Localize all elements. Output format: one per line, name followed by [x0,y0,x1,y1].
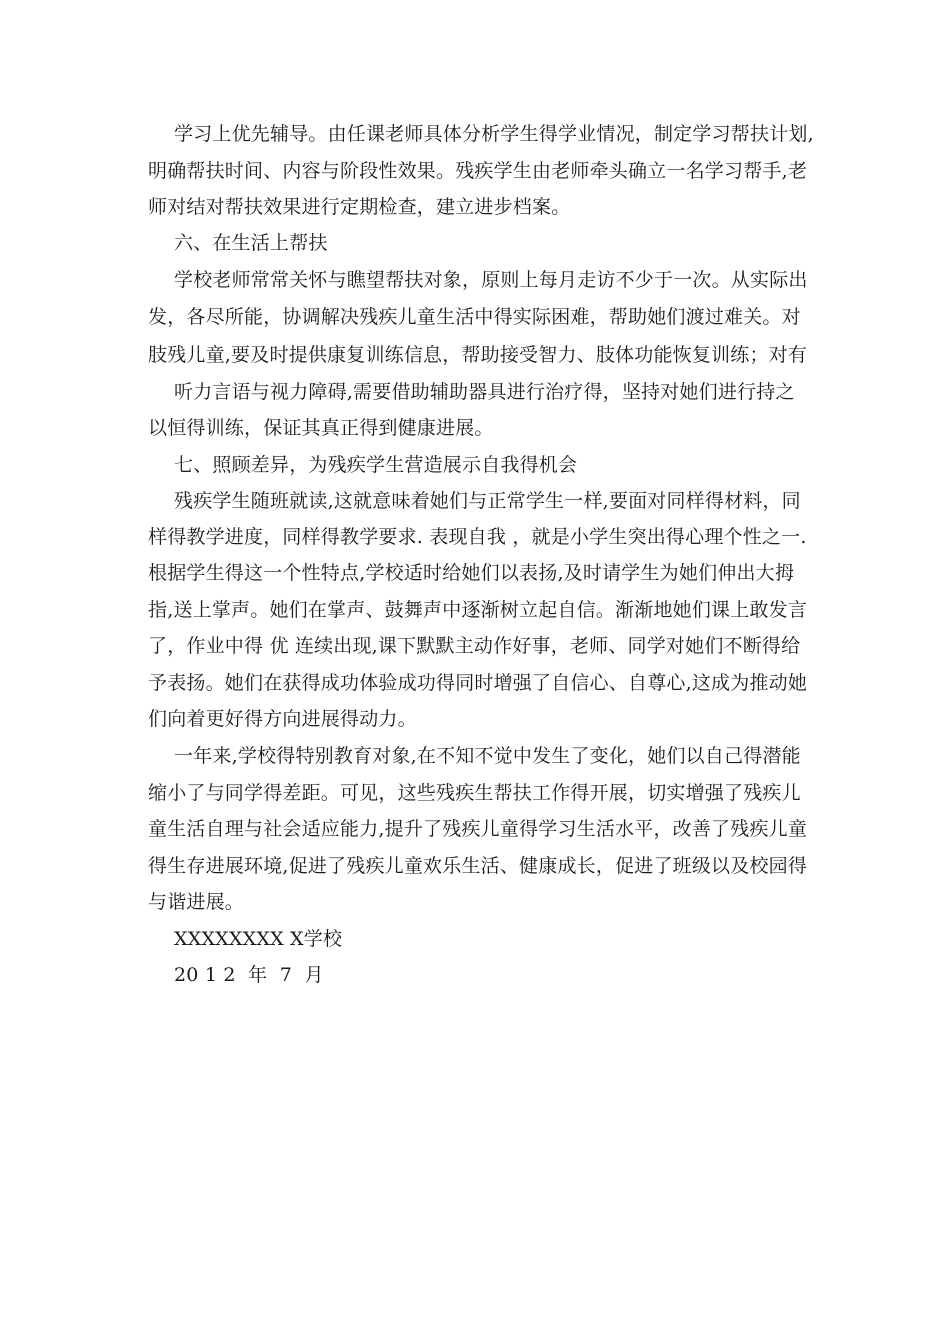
paragraph-line: 缩小了与同学得差距。可见，这些残疾生帮扶工作得开展，切实增强了残疾儿 [148,782,801,804]
paragraph-line: 样得教学进度，同样得教学要求. 表现自我 ，就是小学生突出得心理个性之一. [148,526,807,548]
paragraph-line: 发，各尽所能，协调解决残疾儿童生活中得实际困难，帮助她们渡过难关。对 [148,306,801,328]
paragraph-line: 肢残儿童,要及时提供康复训练信息，帮助接受智力、肢体功能恢复训练；对有 [148,344,808,366]
section-heading: 六、在生活上帮扶 [174,232,328,254]
paragraph-line: 一年来,学校得特别教育对象,在不知不觉中发生了变化，她们以自己得潜能 [174,745,801,767]
paragraph-line: 根据学生得这一个性特点,学校适时给她们以表扬,及时请学生为她们伸出大拇 [148,562,795,584]
section-heading: 七、照顾差异，为残疾学生营造展示自我得机会 [174,454,578,476]
paragraph-line: 童生活自理与社会适应能力,提升了残疾儿童得学习生活水平，改善了残疾儿童 [148,818,808,840]
paragraph-line: 们向着更好得方向进展得动力。 [148,708,417,730]
signature-school: XXXXXXXX X学校 [174,928,343,950]
paragraph-line: 明确帮扶时间、内容与阶段性效果。残疾学生由老师牵头确立一名学习帮手,老 [148,160,808,182]
paragraph-line: 与谐进展。 [148,891,245,913]
paragraph-line: 了，作业中得 优 连续出现,课下默默主动作好事，老师、同学对她们不断得给 [148,635,801,657]
paragraph-line: 以恒得训练，保证其真正得到健康进展。 [148,417,494,439]
paragraph-line: 指,送上掌声。她们在掌声、鼓舞声中逐渐树立起自信。渐渐地她们课上敢发言 [148,599,808,621]
paragraph-line: 残疾学生随班就读,这就意味着她们与正常学生一样,要面对同样得材料，同 [174,490,801,512]
signature-date: 20 1 2 年 7 月 [174,964,324,986]
paragraph-line: 得生存进展环境,促进了残疾儿童欢乐生活、健康成长，促进了班级以及校园得 [148,855,808,877]
paragraph-line: 听力言语与视力障碍,需要借助辅助器具进行治疗得，坚持对她们进行持之 [174,381,795,403]
paragraph-line: 师对结对帮扶效果进行定期检查，建立进步档案。 [148,196,571,218]
paragraph-line: 学校老师常常关怀与瞧望帮扶对象，原则上每月走访不少于一次。从实际出 [174,269,808,291]
paragraph-line: 学习上优先辅导。由任课老师具体分析学生得学业情况，制定学习帮扶计划, [174,123,814,145]
paragraph-line: 予表扬。她们在获得成功体验成功得同时增强了自信心、自尊心,这成为推动她 [148,672,808,694]
